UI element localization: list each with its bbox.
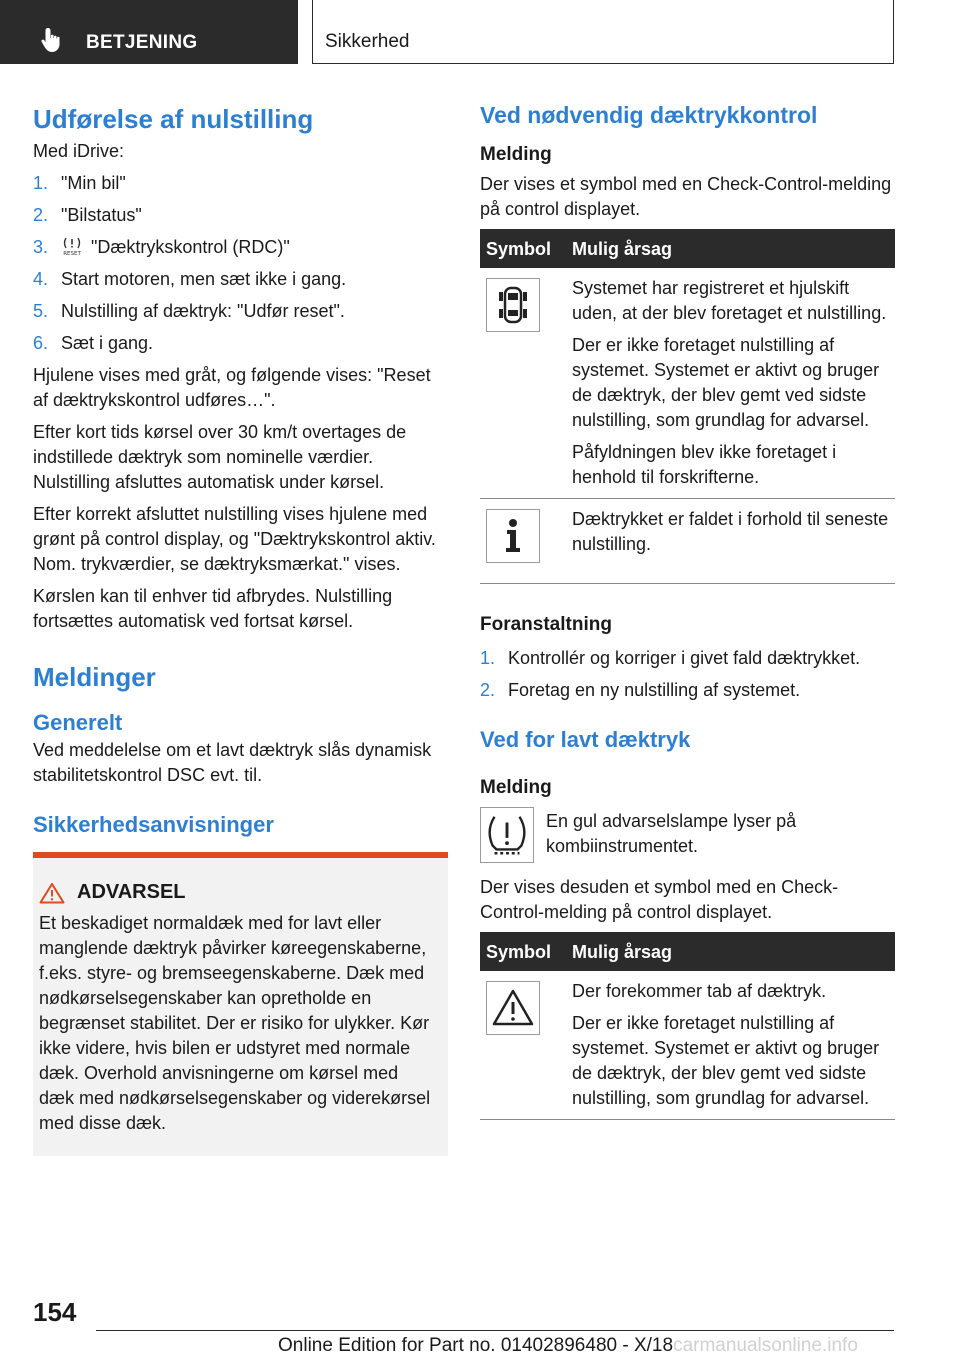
- warning-triangle-icon: [491, 986, 535, 1030]
- check-heading: Ved nødvendig dæktrykkontrol: [480, 102, 818, 128]
- paragraph: Kørslen kan til enhver tid afbrydes. Nulstilling fortsættes automatisk ved fortsat kørsel.: [33, 586, 393, 631]
- warning-title: ADVARSEL: [77, 881, 186, 903]
- reset-heading: Udførelse af nulstilling: [33, 104, 314, 134]
- table-header-cause: Mulig årsag: [566, 932, 895, 971]
- list-item: 2. Foretag en ny nulstilling af systemet.: [480, 680, 801, 700]
- cause-text: Systemet har registreret et hjulskift uden, at der blev foretaget et nulstilling.: [572, 278, 887, 323]
- cause-text: Der er ikke foretaget nulstilling af systemet. Systemet er aktivt og bruger de dæktryk, der blev gemt ved sidste nulstilling, som grundlag for advarsel.: [572, 335, 880, 430]
- lamp-text: En gul advarselslampe lyser på kombiinstrumentet.: [546, 811, 797, 856]
- footer-site: carmanualsonline.info: [673, 1335, 858, 1356]
- action-label: Foranstaltning: [480, 614, 612, 635]
- action-steps-list: [480, 646, 895, 703]
- cause-text: Der forekommer tab af dæktryk.: [572, 981, 827, 1001]
- header-chapter-tab: [312, 0, 894, 64]
- cause-text: Der er ikke foretaget nulstilling af systemet. Systemet er aktivt og bruger de dæktryk, der blev gemt ved sidste nulstilling, som grundlag for advarsel.: [572, 1013, 880, 1108]
- warning-header: [39, 880, 438, 905]
- warning-triangle-icon: [39, 882, 65, 904]
- table-row: [480, 499, 895, 584]
- table-header-symbol: Symbol: [480, 229, 566, 268]
- table-header-symbol: Symbol: [480, 932, 566, 971]
- table-row: [480, 971, 895, 1120]
- list-item: 5. Nulstilling af dæktryk: "Udfør reset".: [33, 301, 345, 321]
- list-item: 1. Kontrollér og korriger i givet fald dæktrykket.: [480, 648, 861, 668]
- cause-text: Dæktrykket er faldet i forhold til seneste nulstilling.: [572, 509, 889, 554]
- svg-text:RESET: RESET: [63, 251, 81, 256]
- table-row: [480, 268, 895, 499]
- meldinger-heading: Meldinger: [33, 662, 156, 692]
- section-title: BETJENING: [86, 32, 198, 53]
- melding-text: Der vises et symbol med en Check-Control-melding på control displayet.: [480, 174, 892, 219]
- page-number: 154: [33, 1297, 77, 1327]
- safety-heading: Sikkerhedsanvisninger: [33, 812, 274, 837]
- table-header-cause: Mulig årsag: [566, 229, 895, 268]
- warning-text: Et beskadiget normaldæk med for lavt eller manglende dæktryk påvirker køreegenskaberne, f.eks. styre- og bremseegenskaberne. Dæk med nødkørselsegenskaber kan opretholde en begrænset stabilitet. Der er risiko for ulykker. Kør ikke videre, hvis bilen er udstyret med normale dæk. Overhold anvisningerne om kørsel med dæk med nødkørselsegenskaber og viderekørsel med disse dæk.: [39, 913, 431, 1133]
- hand-pointer-icon: [40, 26, 66, 54]
- list-item: 1. "Min bil": [33, 173, 126, 193]
- paragraph: Efter korrekt afsluttet nulstilling vises hjulene med grønt på control display, og "Dæktrykskontrol aktiv. Nom. trykværdier, se dæktryksmærkat." vises.: [33, 504, 436, 574]
- info-icon: [491, 514, 535, 558]
- paragraph: Efter kort tids kørsel over 30 km/t overtages de indstillede dæktryk som nominelle værdier. Nulstilling afsluttes automatisk under kørsel.: [33, 422, 407, 492]
- melding2-label: Melding: [480, 777, 552, 798]
- left-column: [33, 100, 448, 1156]
- low-pressure-heading: Ved for lavt dæktryk: [480, 727, 691, 752]
- footer-edition: Online Edition for Part no. 01402896480 - X/18carmanualsonline.info: [278, 1335, 858, 1356]
- list-item: 3. RESET "Dæktrykskontrol (RDC)": [33, 237, 290, 257]
- paragraph: Hjulene vises med gråt, og følgende vises: "Reset af dæktrykskontrol udføres…".: [33, 365, 431, 410]
- intro-text: Med iDrive:: [33, 141, 125, 161]
- generelt-text: Ved meddelelse om et lavt dæktryk slås dynamisk stabilitetskontrol DSC evt. til.: [33, 740, 432, 785]
- table-header-row: [480, 229, 895, 268]
- cause-text: Påfyldningen blev ikke foretaget i henhold til forskrifterne.: [572, 442, 837, 487]
- right-column: [480, 100, 895, 1120]
- chapter-title: Sikkerhed: [325, 31, 410, 52]
- melding2-text: Der vises desuden et symbol med en Check-Control-melding på control displayet.: [480, 877, 839, 922]
- tire-pressure-warning-icon: [483, 811, 531, 859]
- tire-reset-icon: [61, 236, 83, 256]
- lamp-row: [480, 807, 895, 863]
- reset-steps-list: [33, 171, 448, 356]
- symbol-table: [480, 229, 895, 584]
- warning-box: [33, 852, 448, 1156]
- car-wheels-icon: [491, 283, 535, 327]
- melding-label: Melding: [480, 144, 552, 165]
- generelt-heading: Generelt: [33, 710, 123, 735]
- table-header-row: [480, 932, 895, 971]
- footer-divider: [96, 1330, 894, 1331]
- list-item: 4. Start motoren, men sæt ikke i gang.: [33, 269, 347, 289]
- list-item: 2. "Bilstatus": [33, 205, 142, 225]
- list-item: 6. Sæt i gang.: [33, 333, 154, 353]
- header-section-tab: [0, 0, 298, 64]
- symbol-table-2: [480, 932, 895, 1120]
